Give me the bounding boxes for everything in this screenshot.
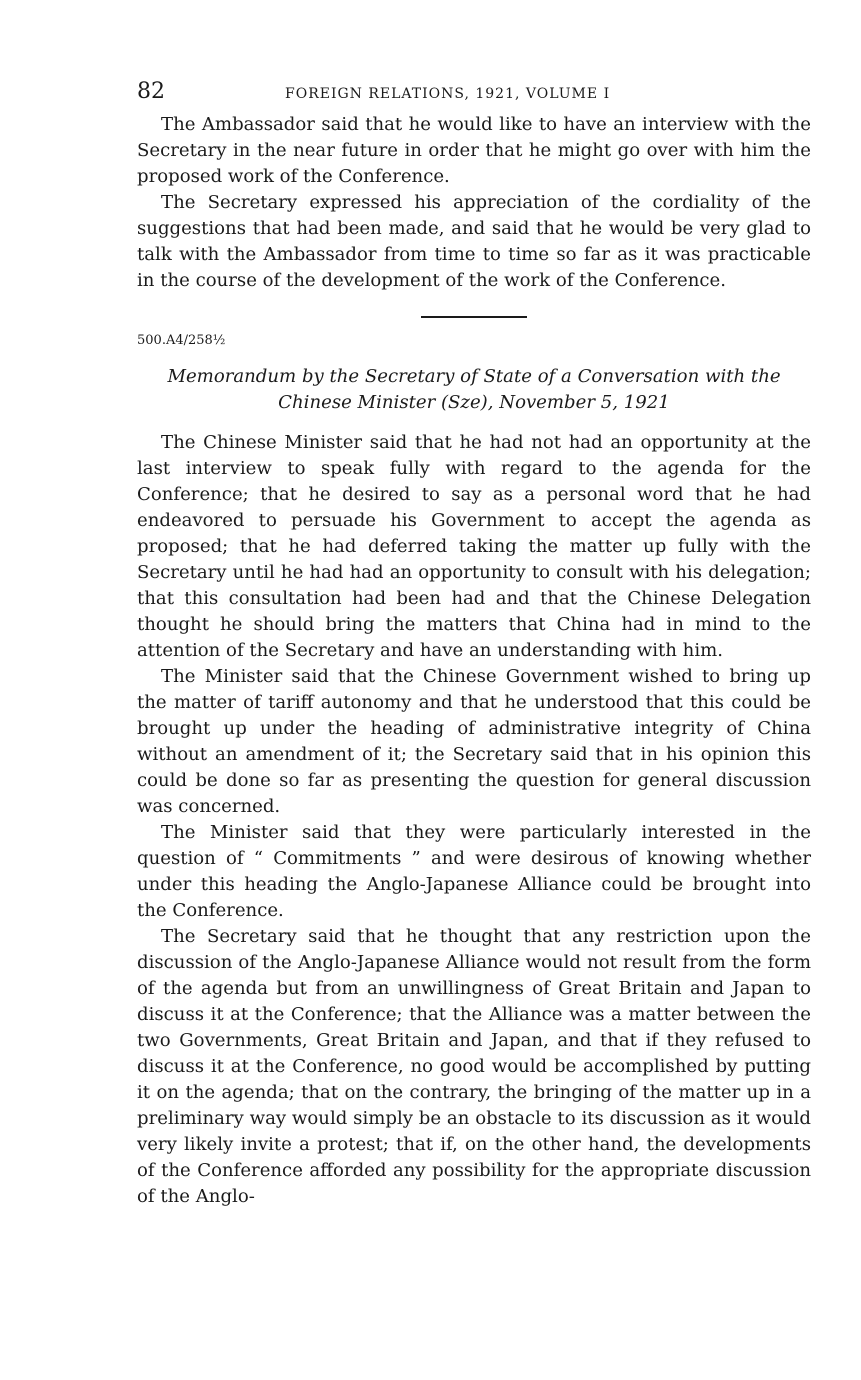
running-header — [137, 78, 811, 112]
body-paragraph: The Secretary said that he thought that any restriction upon the discussion of the Anglo-Japanese Alliance would not result from the form of the agenda but from an unwillingness of Great Britain and Japan to discuss it at the Conference; that the Alliance was a matter between the two Governments, Great Britain and Japan, and that if they refused to discuss it at the Conference, no good would be accomplished by putting it on the agenda; that on the contrary, the bringing of the matter up in a preliminary way would simply be an obstacle to its discussion as it would very likely invite a protest; that if, on the other hand, the developments of the Conference afforded any possibility for the appropriate discussion of the Anglo- — [137, 926, 811, 1207]
page-number: 82 — [137, 79, 165, 104]
body-paragraph: The Minister said that they were particularly interested in the question of “ Commitments ” and were desirous of knowing whether under this heading the Anglo-Japanese Alliance could be brought into the Conference. — [137, 822, 811, 921]
body-paragraph: The Minister said that the Chinese Government wished to bring up the matter of tariff autonomy and that he understood that this could be brought up under the heading of administrative integrity of China without an amendment of it; the Secretary said that in his opinion this could be done so far as presenting the question for general discussion was concerned. — [137, 666, 811, 817]
body-paragraph: The Ambassador said that he would like to have an interview with the Secretary in the near future in order that he might go over with him the proposed work of the Conference. — [137, 114, 811, 187]
file-number: 500.A4/258½ — [137, 333, 226, 348]
body-paragraph: The Secretary expressed his appreciation of the cordiality of the suggestions that had been made, and said that he would be very glad to talk with the Ambassador from time to time so far as it was practicable in the course of the development of the work of the Conference. — [137, 192, 811, 291]
running-header-title: FOREIGN RELATIONS, 1921, VOLUME I — [285, 86, 611, 102]
document-title: Memorandum by the Secretary of State of a Conversation with the Chinese Minister (Sze), November 5, 1921 — [167, 366, 781, 413]
body-paragraph: The Chinese Minister said that he had not had an opportunity at the last interview to speak fully with regard to the agenda for the Conference; that he desired to say as a personal word that he had endeavored to persuade his Government to accept the agenda as proposed; that he had deferred taking the matter up fully with the Secretary until he had had an opportunity to consult with his delegation; that this consultation had been had and that the Chinese Delegation thought he should bring the matters that China had in mind to the attention of the Secretary and have an understanding with him. — [137, 432, 811, 661]
section-divider — [421, 316, 527, 318]
document-page — [137, 78, 811, 1210]
